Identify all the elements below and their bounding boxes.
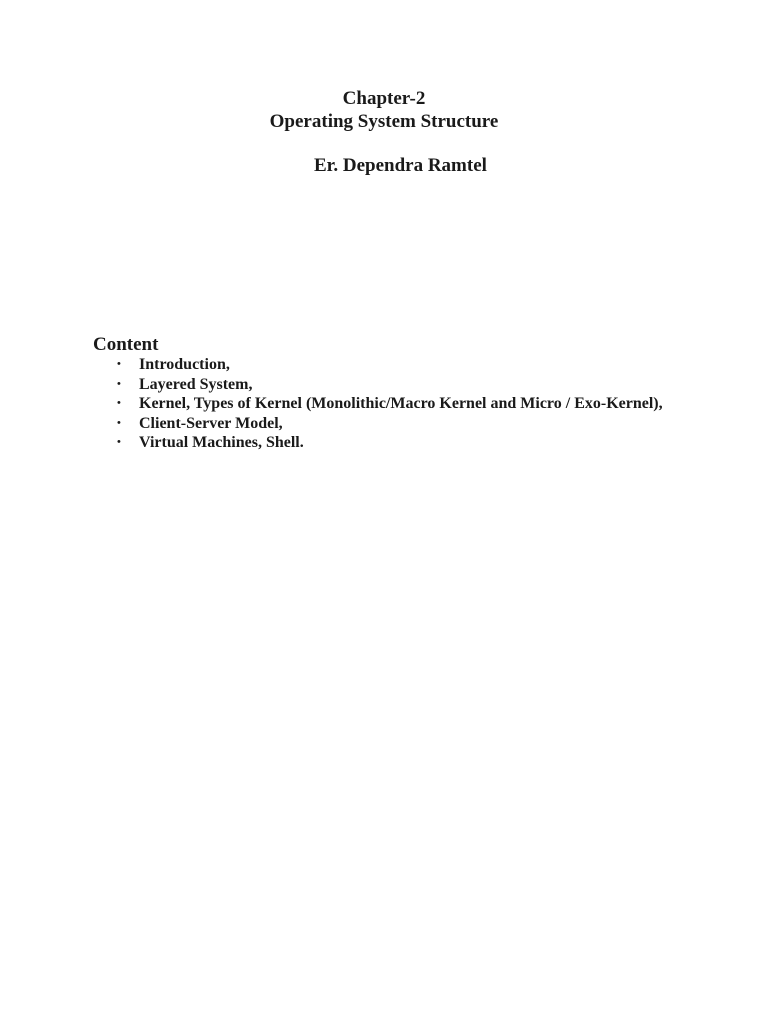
list-item-text: Introduction, bbox=[139, 356, 230, 373]
subject-title: Operating System Structure bbox=[269, 111, 499, 132]
title-block bbox=[0, 87, 768, 133]
bullet-icon: • bbox=[117, 416, 121, 429]
list-item-text: Kernel, Types of Kernel (Monolithic/Macro Kernel and Micro / Exo-Kernel), bbox=[139, 395, 663, 412]
list-item-text: Virtual Machines, Shell. bbox=[139, 434, 304, 451]
content-heading: Content bbox=[93, 334, 159, 355]
list-item bbox=[93, 414, 683, 434]
list-item-text: Client-Server Model, bbox=[139, 414, 283, 432]
bullet-icon: • bbox=[117, 436, 121, 448]
bullet-icon: • bbox=[117, 397, 121, 409]
list-item bbox=[93, 375, 683, 395]
list-item bbox=[93, 394, 683, 414]
list-item bbox=[93, 433, 683, 453]
chapter-title: Chapter-2 bbox=[342, 88, 426, 109]
author-name: Er. Dependra Ramtel bbox=[314, 155, 487, 176]
bullet-icon: • bbox=[117, 358, 121, 370]
list-item-text: Layered System, bbox=[139, 375, 253, 393]
list-item bbox=[93, 355, 683, 375]
content-list bbox=[93, 355, 683, 453]
bullet-icon: • bbox=[117, 377, 121, 390]
